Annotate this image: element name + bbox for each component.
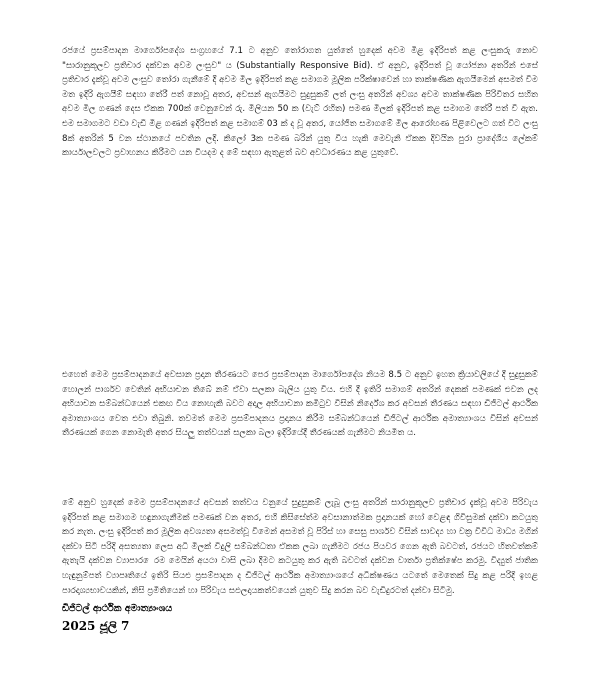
signature-block [62,602,172,634]
issuing-ministry: ඩිජිටල් ආර්ථික අමාත්‍යාංශය [62,603,173,614]
paragraph-conclusion: මේ අනුව හුදෙක් මෙම ප්‍රසම්පාදනයේ අවසන් තත්වය වනුයේ සුදුසුකම් ලැබූ ලංසු අතරින් සාරානුකූලව ප්‍රතිචාර දැක්වූ අවම පිරිවැය ඉදිරිපත් කළ සමාගම හඳුනාගැනීමක් පමණක් වන අතර, එහි කිසිසේත්ම අවසානාත්මක ප්‍රදානයක් හෝ වෙළඳ ගිවිසුමක් දක්වා කටයුතු කර නැත. ලංසු ඉදිරිපත් කර මූලික අවශ්‍යතා අසමත්වූ වීමෙන් අසමත් වූ පිරිස් හා සෙසු පාර්ශව විසින් සාවද්‍ය හා වක්‍ර විවිධ මාධ්‍ය මගින් දක්වා සිටි පරිදි අසත්‍යතා ලෙස අධි මිලක් විදුලි සම්බන්ධතා ඒකක ලබා ගැනීමට රජය පියවර ගෙන ඇති බවටත්, රජයට හිතවත්කම් ඇතැයි දක්වන ව්‍යාපාර ෙරම මෙයින් අයථා වාසි ලබා දීමට කටයුතු කර ඇති බවටත් දක්වන වාර්තා ප්‍රතික්ෂේප කරමු. විද්‍යුත් ජාතික හැඳුනුම්පත් ව්‍යාපෘතියේ ඉතිරි සියළු ප්‍රසම්පාදන ද ඩිජිටල් ආර්ථික අමාත්‍යාංශයේ අධීක්ෂණය යටතේ මෙතෙක් සිදු කළ පරිදි ඉහළ පාරදෘශ්‍යභාවයකින්, නිසි ප්‍රමිතියෙන් හා පිරිවැය සඵලදායකත්වයෙන් යුතුව සිදු කරන බව වැඩිදුරටත් දන්වා සිටිමු. [62,498,538,596]
issue-date: 2025 ජූලි 7 [62,619,130,633]
letter-body [62,44,538,656]
paragraph-procurement-selection: රජයේ ප්‍රසම්පාදන මාර්ගෝපදේශ සංග්‍රහයේ 7.1 ට අනුව තෝරාගත යුත්තේ හුදෙක් අවම මිළ ඉදිරිපත් කළ ලංසුකරු නොව "සාරානුකූලව ප්‍රතිචාර දක්වන අවම ලංසුව" ය (Substantially Responsive Bid). ඒ අනුව, ඉදිරිපත් වූ යෝජනා අතරින් එසේ ප්‍රතිචාර දැක්වූ අවම ලංසුව තෝරා ගැනීමේ දී අවම මිල ඉදිරිපත් කළ සමාගම මූලික පරීක්ෂාවෙන් හා තාක්ෂණික ඇගයීමෙන් අසමත් වීම මත ඉදිරි ඇගයීම් සඳහා තේරී පත් නොවූ අතර, අවසන් ඇගයීමට සුදුසුකම් ලත් ලංසු අතරින් අවශ්‍ය අවම තාක්ෂණික පිරිවිතර සහිත අවම මිල ගණන් දෙස ඒකක 700ක් වෙනුවෙන් රු. මිලියන 50 ක (වැට් රහිත) පමණ මිලක් ඉදිරිපත් කළ සමාගම තේරී පත් වී ඇත. එම සමාගමට වඩා වැඩි මිළ ගණන් ඉදිරිපත් කළ සමාගම් 03 ක් ද වූ අතර, යෝජිත සමාගමේ මිල ආරෝහණ පිළිවෙලට ගත් විට ලංසු 8ක් අතරින් 5 වන ස්ථානයේ පවතින ලදි. කිලෝ 3ක පමණ බරින් යුතු විය හැකි මෙවැනි ඒකක දිවයින පුරා ප්‍රාදේශීය ලේකම් කාර්යාලවලට ප්‍රවාහනය කිරීමට යන වියදම ද මේ සඳහා ඇතුළත් බව අවධාරණය කළ යුතුවේ. [62,46,538,159]
paragraph-appeals: එහෙත් මෙම ප්‍රසම්පාදනයේ අවසාන ප්‍රදාන තීරණයට පෙර ප්‍රසම්පාදන මාර්ගෝපදේශ නියම 8.5 ට අනුව ඉහත ක්‍රියාවලියේ දී සුදුසුකම් හොලන් පාර්ශව වෙතින් අභියාචන තිබේ නම් ඒවා සලකා බැලිය යුතු විය. එහි දී ඉතිරි සමාගම් අතරින් දෙකක් පමණක් එවන ලද අභියාචන සම්බන්ධයෙන් එකඟ විය නොහැකි බවට අදාල අභියාචනා කමිටුව විසින් නිර්දේශ කර අවසන් තීරණය සඳහා ඩිජිටල් ආර්ථික අමාත්‍යාංශය වෙත එවා තිබුනි. තවමත් මෙම ප්‍රසම්පාදනය ප්‍රදානය කිරීම සම්බන්ධයෙන් ඩිජිටල් ආර්ථික අමාත්‍යාංශය විසින් අවසන් තීරණයක් ගෙන නොමැති අතර සියලු තත්වයන් සලකා බලා ඉදිරියේදී තීරණයක් ගැනීමට නියමිත ය. [62,370,538,439]
